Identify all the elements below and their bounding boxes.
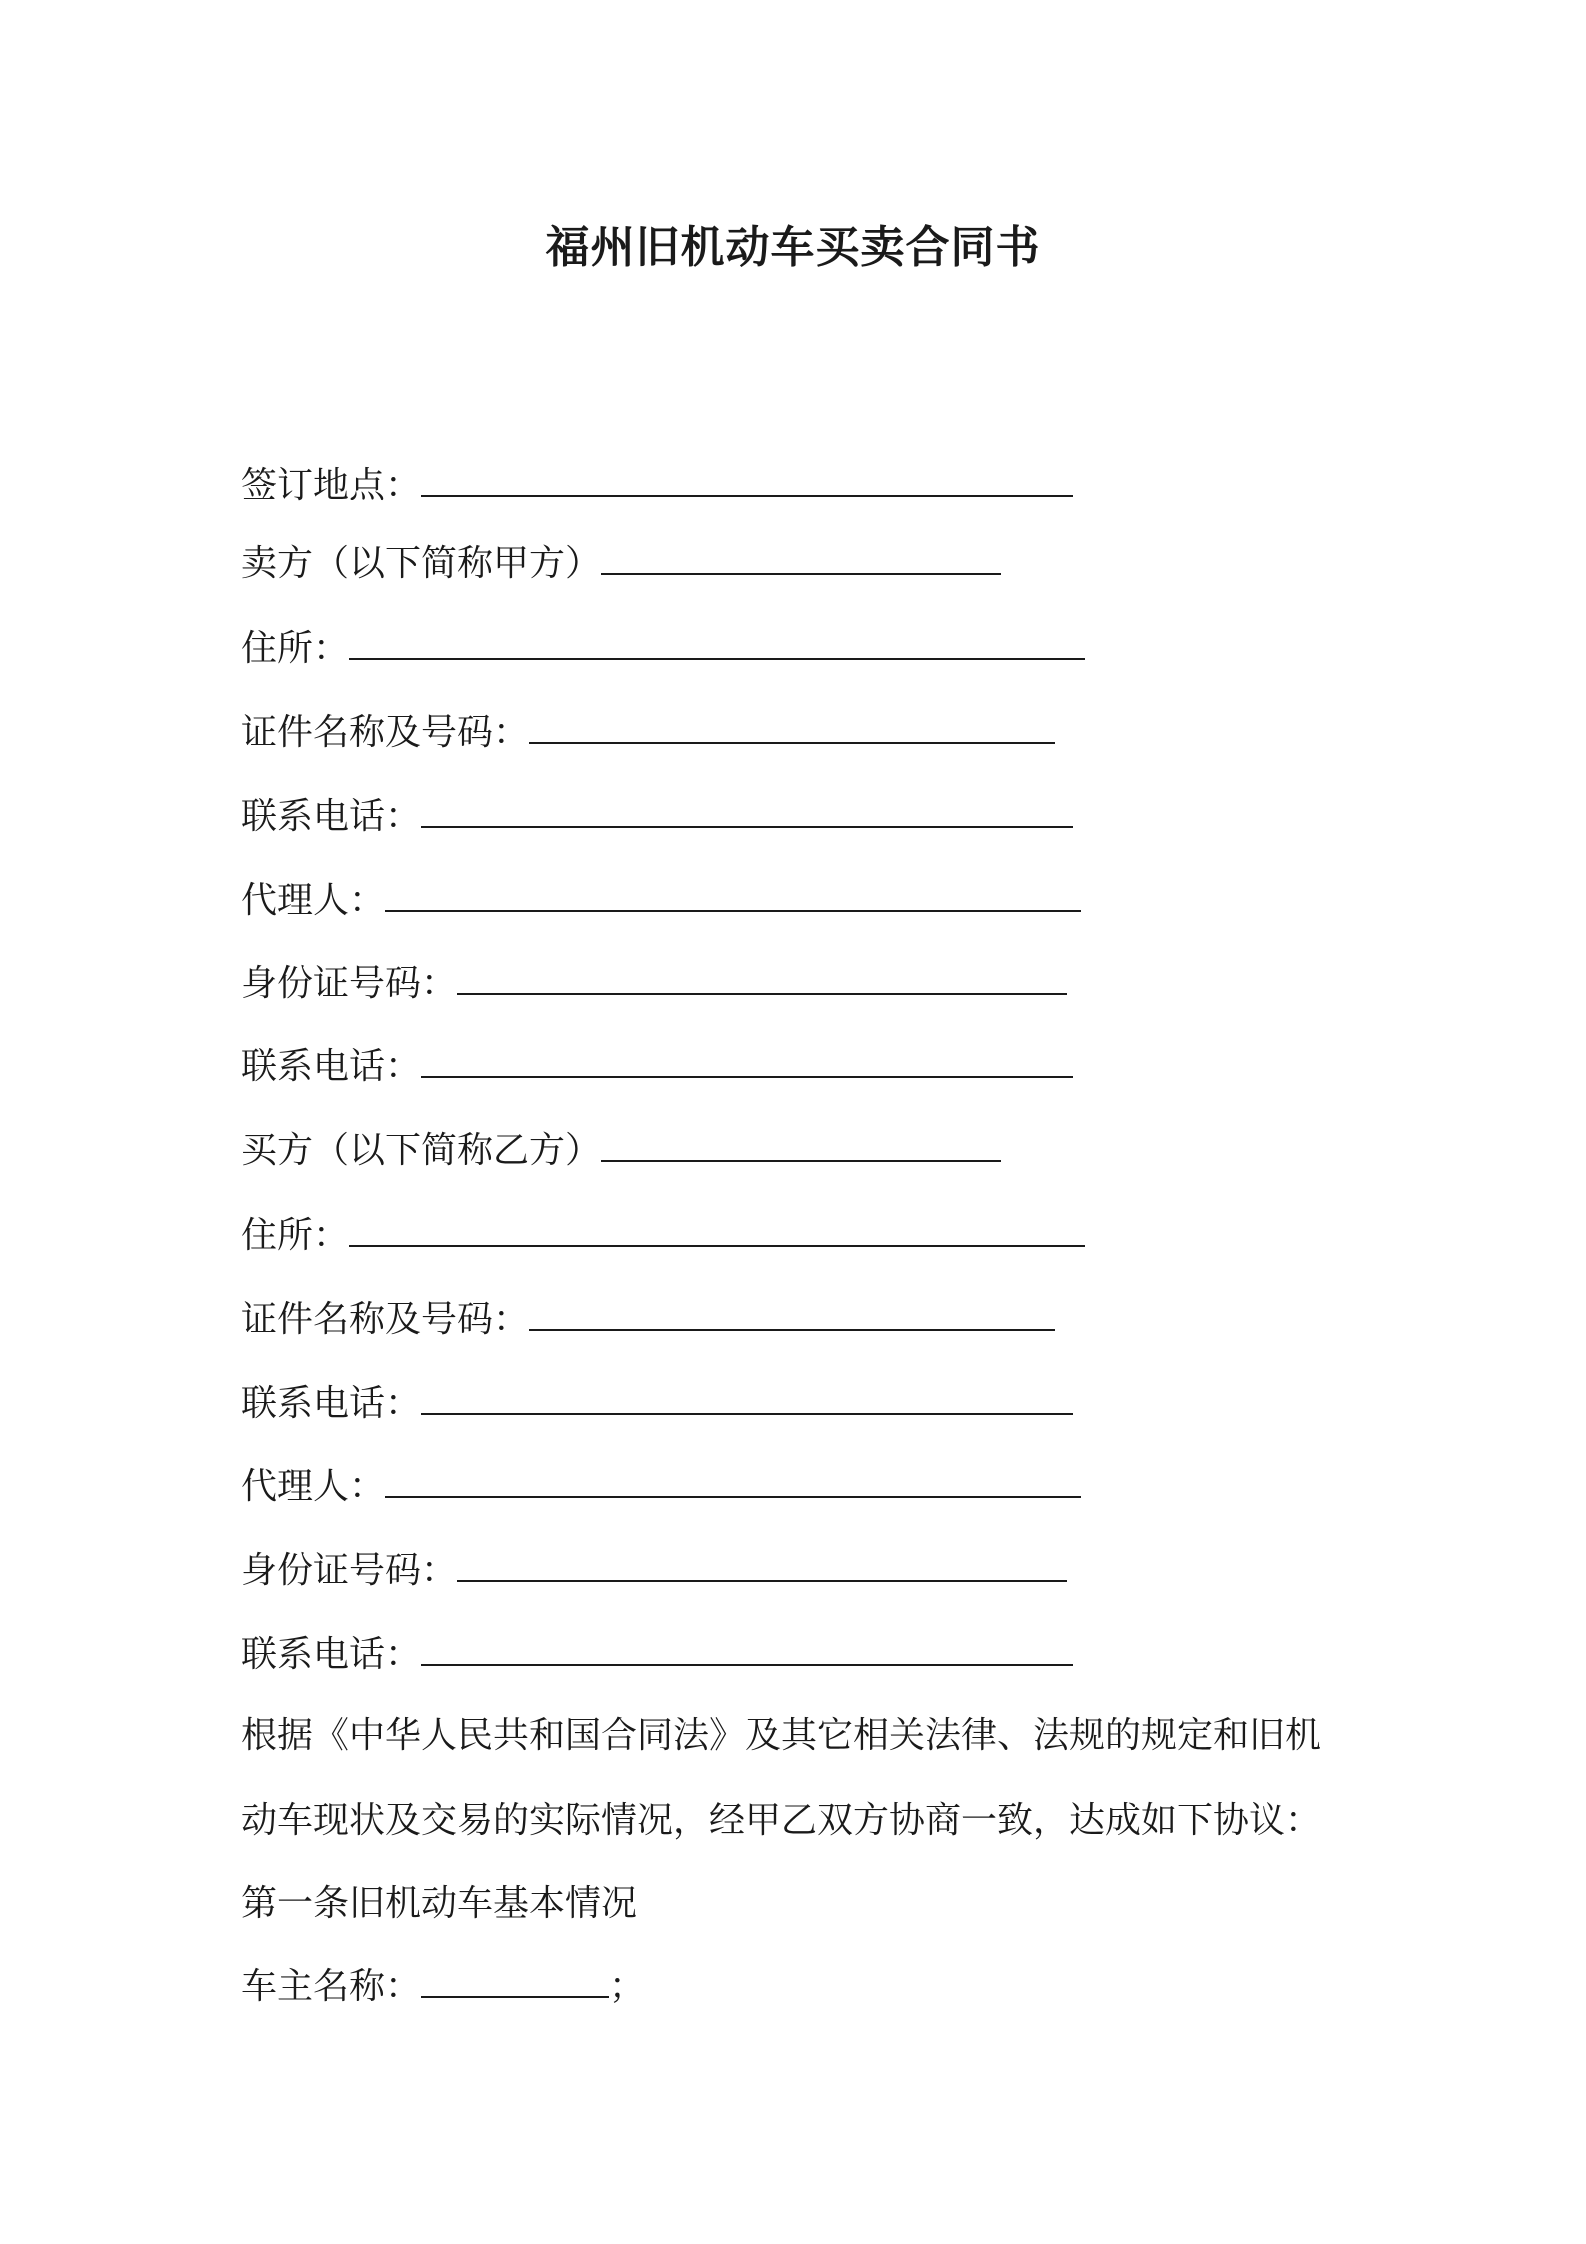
field-buyer-agent-phone [241,1631,1073,1679]
blank-line [349,628,1085,660]
field-label: 证件名称及号码： [241,1299,530,1340]
field-seller-address [241,625,1085,673]
field-label: 联系电话： [241,796,422,837]
field-seller [241,540,1001,588]
blank-line [601,1130,1001,1162]
blank-line [421,1634,1073,1666]
blank-line [421,1383,1073,1415]
blank-line [385,1466,1081,1498]
field-buyer-phone [241,1380,1073,1428]
field-buyer-agent [241,1463,1081,1511]
blank-line [601,543,1001,575]
field-label: 住所： [241,628,350,669]
field-label: 签订地点： [241,465,422,506]
field-label: 身份证号码： [241,1550,458,1591]
field-suffix: ； [609,1966,646,2007]
body-paragraph-line-2: 动车现状及交易的实际情况，经甲乙双方协商一致，达成如下协议： [241,1800,1322,1841]
field-label: 买方（以下简称乙方） [241,1130,602,1171]
blank-line [421,1046,1073,1078]
section-1-heading: 第一条旧机动车基本情况 [241,1883,638,1924]
field-seller-id-document [241,709,1055,757]
field-buyer-agent-id [241,1547,1067,1595]
blank-line [457,1550,1067,1582]
field-buyer [241,1127,1001,1175]
field-buyer-address [241,1212,1085,1260]
field-label: 住所： [241,1215,350,1256]
field-label: 联系电话： [241,1046,422,1087]
field-label: 代理人： [241,880,386,921]
blank-line [421,465,1073,497]
field-label: 卖方（以下简称甲方） [241,543,602,584]
blank-line [421,796,1073,828]
blank-line [421,1966,609,1998]
field-seller-agent-phone [241,1043,1073,1091]
field-label: 证件名称及号码： [241,712,530,753]
blank-line [457,963,1067,995]
blank-line [529,1299,1055,1331]
field-buyer-id-document [241,1296,1055,1344]
field-label: 联系电话： [241,1634,422,1675]
page-title: 福州旧机动车买卖合同书 [545,222,1041,273]
blank-line [529,712,1055,744]
field-label: 车主名称： [241,1966,422,2007]
field-label: 代理人： [241,1466,386,1507]
field-seller-agent-id [241,960,1067,1008]
field-owner-name [241,1963,645,2011]
field-signing-place [241,462,1073,510]
body-paragraph-line-1: 根据《中华人民共和国合同法》及其它相关法律、法规的规定和旧机 [241,1715,1322,1756]
field-label: 身份证号码： [241,963,458,1004]
field-label: 联系电话： [241,1383,422,1424]
field-seller-phone [241,793,1073,841]
field-seller-agent [241,877,1081,925]
blank-line [385,880,1081,912]
blank-line [349,1215,1085,1247]
